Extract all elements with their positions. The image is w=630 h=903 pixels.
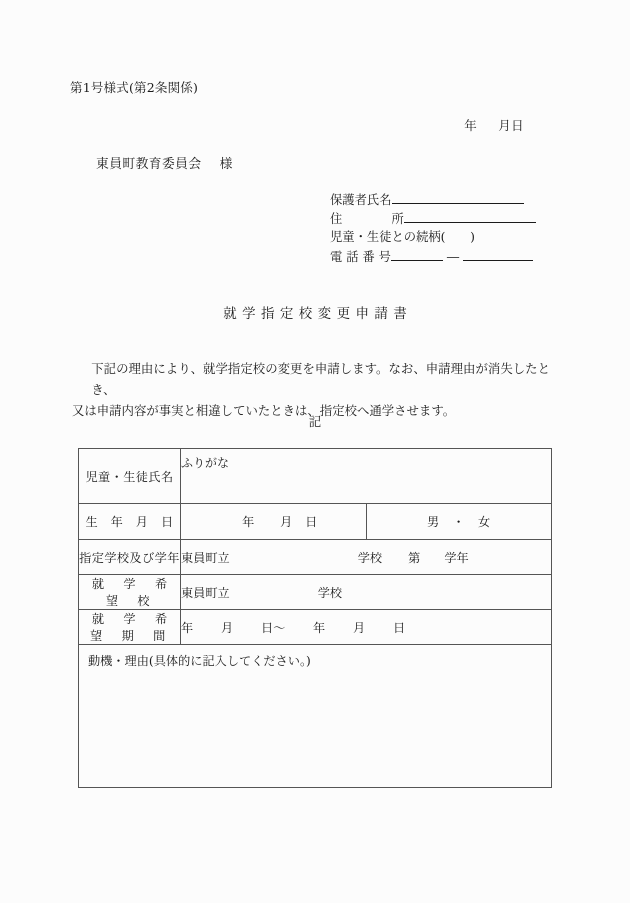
- value-desired-period[interactable]: [181, 610, 552, 645]
- gender-female-option[interactable]: 女: [478, 515, 491, 529]
- desired-school-town: 東員町立: [181, 585, 230, 600]
- birthdate-year-label: 年: [242, 515, 255, 529]
- guardian-phone-dash: ―: [446, 250, 460, 264]
- form-number: 第1号様式(第2条関係): [70, 80, 199, 95]
- guardian-address-row: [330, 209, 536, 228]
- value-gender[interactable]: [366, 504, 552, 540]
- table-row-birthdate: [79, 504, 552, 540]
- application-form-table: [78, 448, 552, 788]
- guardian-name-rule[interactable]: [392, 190, 524, 204]
- period-to-day: 日: [393, 620, 406, 635]
- guardian-phone-row: [330, 247, 536, 266]
- guardian-name-row: [330, 190, 536, 209]
- label-desired-period: 就 学 希 望 期 間: [79, 610, 181, 645]
- table-row-designated-school: [79, 540, 552, 575]
- value-student-name[interactable]: ふりがな: [181, 449, 552, 504]
- guardian-phone-rule-second[interactable]: [463, 247, 533, 261]
- period-to-year: 年: [313, 620, 326, 635]
- value-designated-school[interactable]: [181, 540, 552, 575]
- period-from-day: 日～: [261, 620, 286, 635]
- table-row-reason: [79, 645, 552, 788]
- designated-school-town: 東員町立: [181, 550, 230, 565]
- date-line: [300, 116, 540, 134]
- guardian-block: [330, 190, 536, 266]
- page-title: 就学指定校変更申請書: [223, 306, 413, 322]
- birthdate-day-label: 日: [305, 515, 318, 529]
- label-desired-school: 就 学 希 望 校: [79, 575, 181, 610]
- birthdate-month-label: 月: [280, 515, 293, 529]
- reason-field[interactable]: 動機・理由(具体的に記入してください。): [79, 645, 552, 788]
- addressee-organization: 東員町教育委員会: [96, 157, 202, 172]
- period-from-month: 月: [221, 620, 234, 635]
- addressee-honorific: 様: [219, 157, 233, 172]
- guardian-address-rule[interactable]: [404, 209, 536, 223]
- guardian-name-label: 保護者氏名: [330, 193, 392, 207]
- date-year-label: 年: [464, 118, 478, 133]
- table-row-desired-period: [79, 610, 552, 645]
- gender-male-option[interactable]: 男: [427, 515, 440, 529]
- table-row-student-name: [79, 449, 552, 504]
- period-to-month: 月: [353, 620, 366, 635]
- guardian-phone-label: 電 話 番 号: [330, 250, 391, 264]
- table-row-desired-school: [79, 575, 552, 610]
- value-desired-school[interactable]: [181, 575, 552, 610]
- ki-marker: 記: [308, 414, 322, 429]
- gender-separator: ・: [452, 515, 465, 529]
- label-student-name: 児童・生徒氏名: [79, 449, 181, 504]
- label-birthdate: 生 年 月 日: [79, 504, 181, 540]
- guardian-relation-label: 児童・生徒との続柄( ): [330, 230, 475, 244]
- period-from-year: 年: [181, 620, 194, 635]
- guardian-relation-row: [330, 228, 536, 247]
- guardian-phone-rule-first[interactable]: [391, 247, 443, 261]
- value-birthdate[interactable]: [181, 504, 367, 540]
- desired-school-suffix: 学校: [317, 585, 343, 600]
- addressee: [96, 153, 233, 172]
- date-month-label: 月: [498, 118, 512, 133]
- body-line-2: 又は申請内容が事実と相違していたときは、指定校へ通学させます。: [72, 403, 456, 418]
- designated-grade-prefix: 第: [408, 550, 421, 565]
- body-line-1: 下記の理由により、就学指定校の変更を申請します。なお、申請理由が消失したとき、: [91, 361, 550, 397]
- guardian-address-label: 住 所: [330, 212, 404, 226]
- label-designated-school: 指定学校及び学年: [79, 540, 181, 575]
- date-day-label: 日: [511, 118, 524, 133]
- designated-grade-suffix: 学年: [444, 550, 469, 565]
- designated-school-suffix: 学校: [357, 550, 383, 565]
